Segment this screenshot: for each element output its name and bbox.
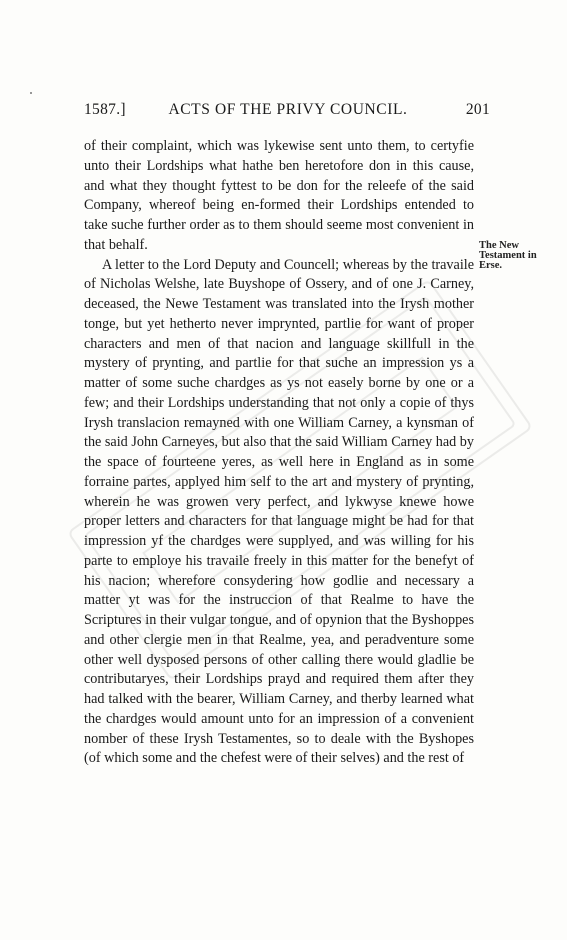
body-text xyxy=(84,137,474,769)
paragraph: of their complaint, which was lykewise sent unto them, to certyfie unto their Lordships what hathe ben heretofore don in this cause, and what they thought fyttest to be don for the releefe of the said Company, whereof being en-formed their Lordships entended to take suche further order as to them should seeme most convenient in that behalf. xyxy=(84,138,474,253)
page-number: 201 xyxy=(465,101,490,118)
running-title: ACTS OF THE PRIVY COUNCIL. xyxy=(168,101,408,118)
paragraph: A letter to the Lord Deputy and Councell; whereas by the travaile of Nicholas Welshe, late Buyshope of Ossery, and of one J. Carney, deceased, the Newe Testament was translated into the Irysh mother tonge, but yet hetherto never imprynted, partlie for want of proper characters and men of that nacion and language skillfull in the mystery of prynting, and partlie for that suche an impression ys a matter of some suche chardges as ys not easely borne by one or a few; and their Lordships understanding that not only a copie of thys Irysh translacion remayned with one William Carney, a kynsman of the said John Carneyes, but also that the said William Carney had by the space of fourteene yeres, as well here in England as in some forraine partes, applyed him self to the art and mystery of prynting, wherein he was growen very perfect, and lykwyse knewe howe proper letters and characters for that language might be had for that impression yf the chardges were supplyed, and was willing for his parte to employe his travaile freely in this matter for the benefyt of his nacion; wherefore consydering how godlie and necessary a matter yt was for the instruccion of that Realme to have the Scriptures in their vulgar tongue, and of opynion that the Byshoppes and other clergie men in that Realme, yea, and peradventure some other well dysposed persons of other calling there would gladlie be contributaryes, their Lordships prayd and required them after they had talked with the bearer, William Carney, and therby learned what the chardges would amount unto for an impression of a convenient nomber of these Irysh Testamentes, so to deale with the Byshopes (of which some and the chefest were of their selves) and the rest of xyxy=(84,256,474,767)
marginal-note: The New Testament in Erse. xyxy=(479,240,537,271)
margin-mark xyxy=(30,92,32,94)
header-year: 1587.] xyxy=(84,101,126,118)
running-header xyxy=(84,101,490,121)
